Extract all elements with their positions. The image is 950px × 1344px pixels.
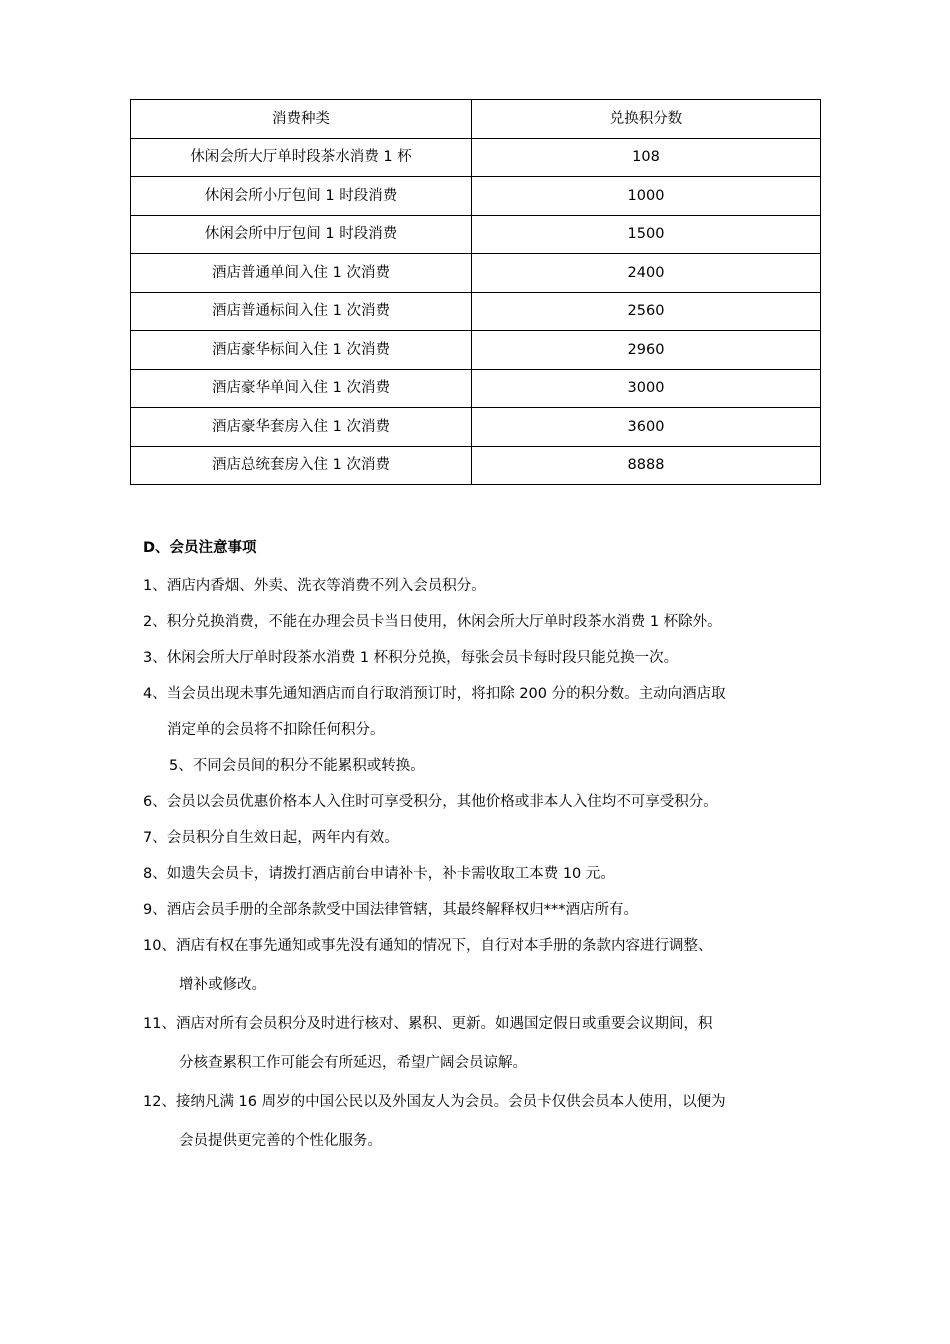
note-text: 8、如遗失会员卡，请拨打酒店前台申请补卡，补卡需收取工本费 10 元。 [143,866,615,882]
table-row [131,215,821,254]
note-item [143,892,823,928]
table-header-row [131,100,821,139]
note-item [143,568,823,604]
table-row [131,138,821,177]
note-text-continued: 消定单的会员将不扣除任何积分。 [167,722,385,738]
table-cell-points: 108 [472,138,821,177]
table-cell-points: 2400 [472,254,821,293]
note-item [143,640,823,676]
note-item [143,1006,823,1084]
table-row [131,369,821,408]
note-item [143,676,823,748]
section-heading: D、会员注意事项 [143,540,257,556]
note-item [143,820,823,856]
note-item [143,604,823,640]
note-text: 5、不同会员间的积分不能累积或转换。 [169,758,425,774]
table-cell-points: 2560 [472,292,821,331]
note-text-continued: 会员提供更完善的个性化服务。 [179,1133,382,1149]
note-item [143,856,823,892]
table-row [131,408,821,447]
table-row [131,254,821,293]
table-cell-category: 酒店普通单间入住 1 次消费 [131,254,472,293]
column-header-points: 兑换积分数 [472,100,821,139]
note-item [143,1084,823,1162]
table-cell-points: 8888 [472,446,821,485]
table-cell-category: 酒店豪华单间入住 1 次消费 [131,369,472,408]
table-cell-points: 3600 [472,408,821,447]
note-text: 7、会员积分自生效日起，两年内有效。 [143,830,399,846]
note-text: 11、酒店对所有会员积分及时进行核对、累积、更新。如遇国定假日或重要会议期间，积 [143,1016,713,1032]
table-cell-category: 休闲会所大厅单时段茶水消费 1 杯 [131,138,472,177]
note-text-continued: 分核查累积工作可能会有所延迟，希望广阔会员谅解。 [179,1055,527,1071]
note-text: 9、酒店会员手册的全部条款受中国法律管辖，其最终解释权归***酒店所有。 [143,902,638,918]
note-text-continued: 增补或修改。 [179,977,266,993]
note-text: 12、接纳凡满 16 周岁的中国公民以及外国友人为会员。会员卡仅供会员本人使用，以便为 [143,1094,726,1110]
member-notes-section [143,533,823,1162]
table-row [131,446,821,485]
table-cell-category: 酒店豪华套房入住 1 次消费 [131,408,472,447]
table-cell-category: 酒店普通标间入住 1 次消费 [131,292,472,331]
table-cell-category: 休闲会所中厅包间 1 时段消费 [131,215,472,254]
note-text: 1、酒店内香烟、外卖、洗衣等消费不列入会员积分。 [143,578,486,594]
note-text: 3、休闲会所大厅单时段茶水消费 1 杯积分兑换，每张会员卡每时段只能兑换一次。 [143,650,679,666]
table-cell-points: 3000 [472,369,821,408]
column-header-category: 消费种类 [131,100,472,139]
note-text: 4、当会员出现未事先通知酒店而自行取消预订时，将扣除 200 分的积分数。主动向酒店取 [143,686,726,702]
note-text: 2、积分兑换消费，不能在办理会员卡当日使用，休闲会所大厅单时段茶水消费 1 杯除外。 [143,614,722,630]
note-text: 10、酒店有权在事先通知或事先没有通知的情况下，自行对本手册的条款内容进行调整、 [143,938,713,954]
points-exchange-table [130,99,821,485]
table-cell-points: 1000 [472,177,821,216]
note-item [143,748,823,784]
table-row [131,177,821,216]
table-row [131,292,821,331]
table-cell-category: 酒店总统套房入住 1 次消费 [131,446,472,485]
table-cell-points: 1500 [472,215,821,254]
table-cell-category: 休闲会所小厅包间 1 时段消费 [131,177,472,216]
note-text: 6、会员以会员优惠价格本人入住时可享受积分，其他价格或非本人入住均不可享受积分。 [143,794,718,810]
note-item [143,928,823,1006]
table-cell-points: 2960 [472,331,821,370]
note-item [143,784,823,820]
table-row [131,331,821,370]
table-cell-category: 酒店豪华标间入住 1 次消费 [131,331,472,370]
